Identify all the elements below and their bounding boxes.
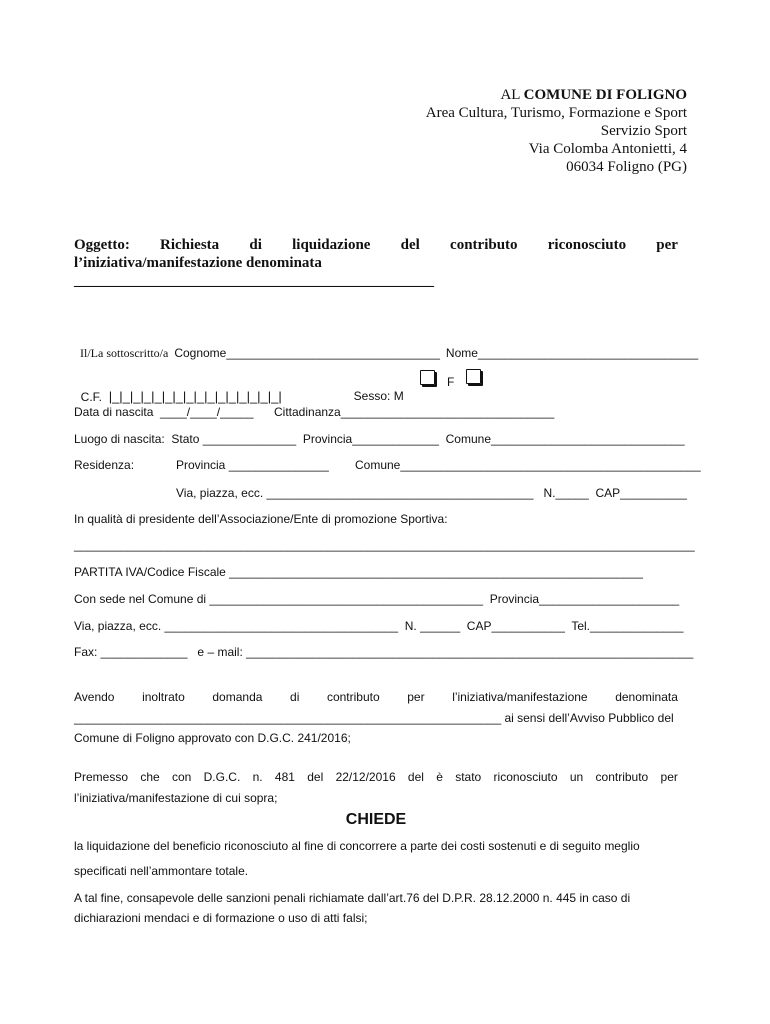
fiscal-code-field[interactable]: C.F. |_|_|_|_|_|_|_|_|_|_|_|_|_|_|_|_| <box>80 389 282 404</box>
recipient-line-3: Servizio Sport <box>600 123 687 139</box>
seat-field[interactable]: Con sede nel Comune di _________________________________________ Provincia_____________________ <box>74 592 680 606</box>
subject-line-2: l’iniziativa/manifestazione denominata ________________________________________________ <box>74 255 434 289</box>
name-field[interactable]: Nome_________________________________ <box>445 346 699 360</box>
role-label: In qualità di presidente dell’Associazione/Ente di promozione Sportiva: <box>74 512 448 526</box>
subject <box>74 236 678 290</box>
recipient-line-5: 06034 Foligno (PG) <box>566 159 687 175</box>
birth-place-field[interactable]: Luogo di nascita: Stato ______________ Provincia_____________ Comune_____________________________ <box>74 432 685 446</box>
gender-field: Sesso: M <box>353 389 404 403</box>
citizenship-field[interactable]: Cittadinanza________________________________ <box>274 405 555 419</box>
avendo-line-1: Avendo inoltrato domanda di contributo per l’iniziativa/manifestazione denominata <box>74 690 678 704</box>
association-name-field[interactable]: _____________________________________________________________________________________________ <box>74 538 695 552</box>
vat-field[interactable]: PARTITA IVA/Codice Fiscale ______________________________________________________________ <box>74 565 643 579</box>
surname-field[interactable]: Il/La sottoscritto/a Cognome________________________________ Nome_________________________________ <box>80 346 699 360</box>
fine-line-1: A tal fine, consapevole delle sanzioni penali richiamate dall’art.76 del D.P.R. 28.12.2000 n. 445 in caso di <box>74 891 631 905</box>
premesso-line-2: l’iniziativa/manifestazione di cui sopra; <box>74 791 278 805</box>
request-heading: CHIEDE <box>345 811 407 828</box>
gender-f-label: F <box>447 375 455 389</box>
seat-address-field[interactable]: Via, piazza, ecc. ___________________________________ N. ______ CAP___________ Tel.______________ <box>74 619 684 633</box>
fax-email-field[interactable]: Fax: _____________ e – mail: ___________________________________________________________________ <box>74 645 694 659</box>
fiscal-code-boxes[interactable]: |_|_|_|_|_|_|_|_|_|_|_|_|_|_|_|_| <box>108 389 282 404</box>
fine-line-2: dichiarazioni mendaci e di formazione o uso di atti falsi; <box>74 911 368 925</box>
residence-comune-field[interactable]: Comune_____________________________________________ <box>355 458 701 472</box>
recipient-name: COMUNE DI FOLIGNO <box>523 87 687 103</box>
liquidazione-line-1: la liquidazione del beneficio riconosciuto al fine di concorrere a parte dei costi sostenuti e di seguito meglio <box>74 839 640 853</box>
subject-line-1: Oggetto: Richiesta di liquidazione del contributo riconosciuto per <box>74 237 678 253</box>
recipient-line-2: Area Cultura, Turismo, Formazione e Sport <box>425 105 687 121</box>
recipient-line-1: AL COMUNE DI FOLIGNO <box>500 87 687 103</box>
birth-date-field[interactable]: Data di nascita ____/____/_____ <box>74 405 254 419</box>
avendo-line-2[interactable]: ________________________________________________________________ ai sensi dell’Avviso Pubblico del <box>74 711 674 725</box>
recipient-address <box>426 86 687 176</box>
street-field[interactable]: Via, piazza, ecc. ________________________________________ N._____ CAP__________ <box>176 486 687 500</box>
liquidazione-line-2: specificati nell’ammontare totale. <box>74 864 249 878</box>
residence-province-field[interactable]: Provincia _______________ <box>176 458 329 472</box>
avendo-line-3: Comune di Foligno approvato con D.G.C. 241/2016; <box>74 731 351 745</box>
premesso-line-1: Premesso che con D.G.C. n. 481 del 22/12/2016 del è stato riconosciuto un contributo per <box>74 770 678 784</box>
residence-label: Residenza: <box>74 458 135 472</box>
checkbox-f[interactable] <box>466 369 481 384</box>
recipient-line-4: Via Colomba Antonietti, 4 <box>528 141 687 157</box>
checkbox-m[interactable] <box>420 370 435 385</box>
